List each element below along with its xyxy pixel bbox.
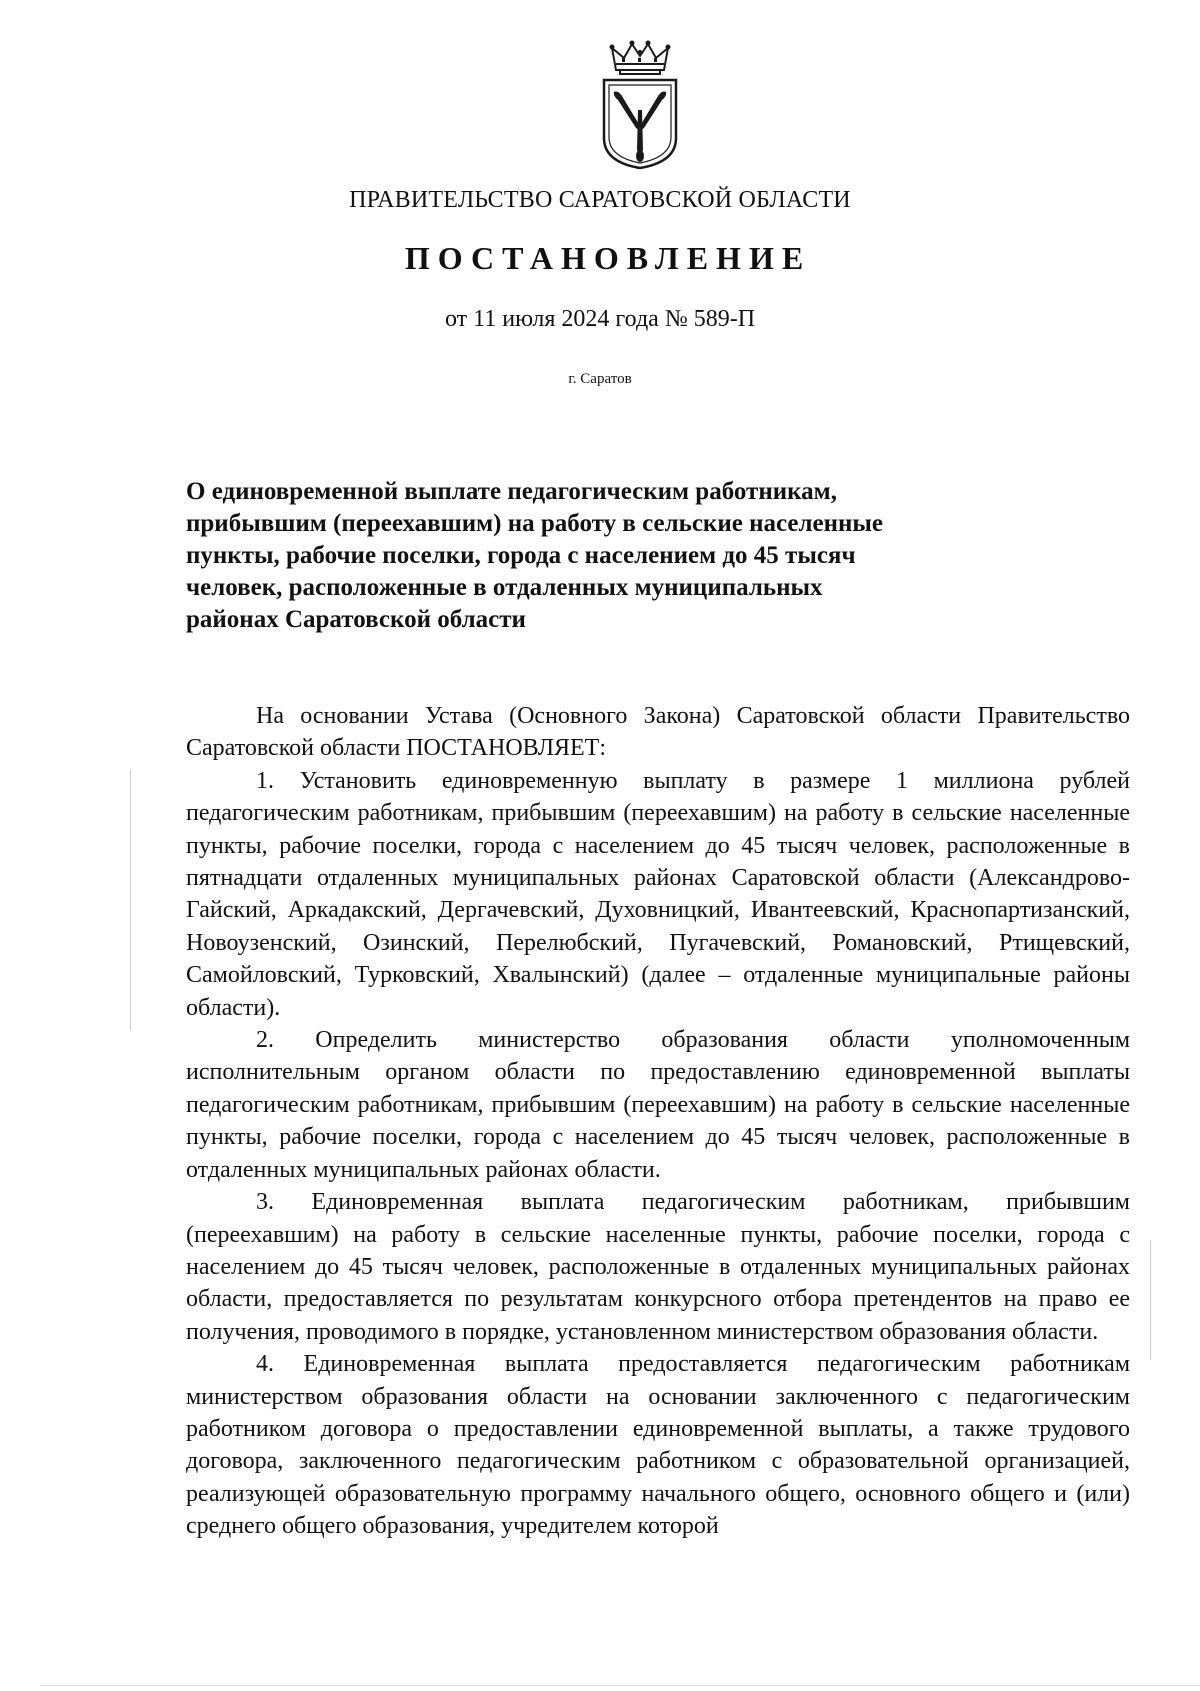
clause-4: 4. Единовременная выплата предоставляется педагогическим работникам министерством образования области на основании заключенного с педагогическим работником договора о предоставлении единовременной выплаты, а также трудового договора, заключенного педагогическим работником с образовательной организацией, реализующей образовательную программу начального общего, основного общего и (или) среднего общего образования, учредителем которой: [186, 1351, 1130, 1540]
title-line: О единовременной выплате педагогическим работникам,: [186, 478, 837, 505]
scan-mark: [1150, 1240, 1151, 1360]
title-line: человек, расположенные в отдаленных муниципальных: [186, 574, 823, 601]
document-type: ПОСТАНОВЛЕНИЕ: [404, 240, 812, 276]
coat-of-arms-icon: [598, 40, 682, 170]
document-body: [186, 700, 1130, 1543]
document-date-number: от 11 июля 2024 года № 589-П: [444, 306, 756, 332]
document-city: г. Саратов: [568, 371, 632, 387]
clause-1: 1. Установить единовременную выплату в размере 1 миллиона рублей педагогическим работникам, прибывшим (переехавшим) на работу в сельские населенные пункты, рабочие поселки, города с населением до 45 тысяч человек, расположенные в пятнадцати отдаленных муниципальных районах Саратовской области (Александрово-Гайский, Аркадакский, Дергачевский, Духовницкий, Ивантеевский, Краснопартизанский, Новоузенский, Озинский, Перелюбский, Пугачевский, Романовский, Ртищевский, Самойловский, Турковский, Хвалынский) (далее – отдаленные муниципальные районы области).: [186, 767, 1130, 1021]
authority-name: ПРАВИТЕЛЬСТВО САРАТОВСКОЙ ОБЛАСТИ: [349, 187, 851, 213]
scan-mark: [40, 1685, 1200, 1686]
title-line: пункты, рабочие поселки, города с населением до 45 тысяч: [186, 542, 856, 569]
title-line: районах Саратовской области: [186, 606, 526, 633]
clause-2: 2. Определить министерство образования области уполномоченным исполнительным органом области по предоставлению единовременной выплаты педагогическим работникам, прибывшим (переехавшим) на работу в сельские населенные пункты, рабочие поселки, города с населением до 45 тысяч человек, расположенные в отдаленных муниципальных районах области.: [186, 1027, 1130, 1183]
scan-mark: [130, 770, 131, 1030]
document-title: [186, 476, 883, 636]
preamble-paragraph: На основании Устава (Основного Закона) Саратовской области Правительство Саратовской области ПОСТАНОВЛЯЕТ:: [186, 703, 1130, 762]
clause-3: 3. Единовременная выплата педагогическим работникам, прибывшим (переехавшим) на работу в сельские населенные пункты, рабочие поселки, города с населением до 45 тысяч человек, расположенные в отдаленных муниципальных районах области, предоставляется по результатам конкурсного отбора претендентов на право ее получения, проводимого в порядке, установленном министерством образования области.: [186, 1189, 1130, 1345]
title-line: прибывшим (переехавшим) на работу в сельские населенные: [186, 510, 884, 537]
